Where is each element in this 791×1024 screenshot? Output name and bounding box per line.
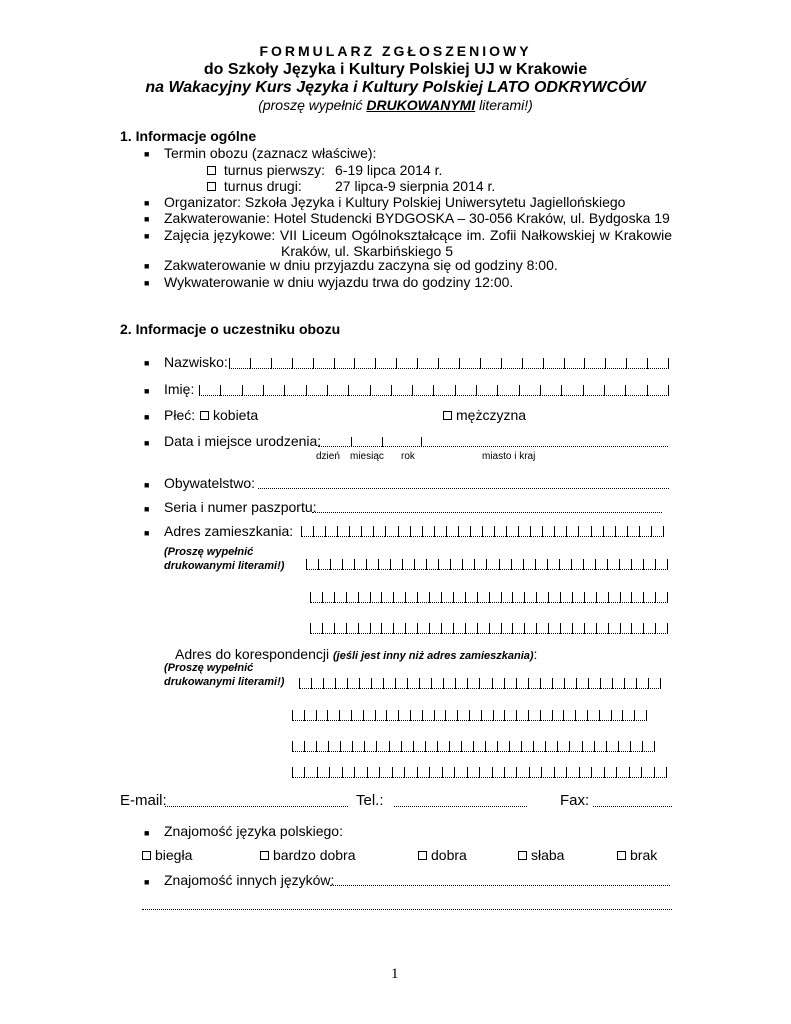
birth-input[interactable] xyxy=(318,446,668,447)
birth-separator xyxy=(421,437,422,447)
square-bullet-icon: ■ xyxy=(144,412,150,422)
corr-print-note: (Proszę wypełnić drukowanymi literami!) xyxy=(164,662,285,688)
passport-input[interactable] xyxy=(312,512,662,513)
fax-label: Fax: xyxy=(560,792,590,809)
surname-input[interactable] xyxy=(229,357,669,369)
surname-label: Nazwisko: xyxy=(164,354,228,370)
address-input-line4[interactable] xyxy=(310,622,668,634)
square-bullet-icon: ■ xyxy=(144,231,150,241)
checkbox-icon[interactable] xyxy=(260,851,269,860)
organizer-text: Organizator: Szkoła Języka i Kultury Polskiej Uniwersytetu Jagiellońskiego xyxy=(164,194,626,210)
square-bullet-icon: ■ xyxy=(144,214,150,224)
citizenship-label: Obywatelstwo: xyxy=(164,475,256,491)
birth-separator xyxy=(351,437,352,447)
square-bullet-icon: ■ xyxy=(144,504,150,514)
print-instruction: (proszę wypełnić DRUKOWANYMI literami!) xyxy=(258,97,533,113)
square-bullet-icon: ■ xyxy=(144,278,150,288)
checkbox-icon[interactable] xyxy=(207,182,216,191)
birth-separator xyxy=(382,437,383,447)
name-input[interactable] xyxy=(199,384,669,396)
checkbox-icon[interactable] xyxy=(200,411,209,420)
square-bullet-icon: ■ xyxy=(144,261,150,271)
citizenship-input[interactable] xyxy=(258,488,669,489)
tel-label: Tel.: xyxy=(356,792,384,809)
sex-label: Płeć: xyxy=(164,407,196,423)
email-input[interactable] xyxy=(165,806,348,807)
square-bullet-icon: ■ xyxy=(144,438,150,448)
checkbox-icon[interactable] xyxy=(418,851,427,860)
address-print-note: (Proszę wypełnić drukowanymi literami!) xyxy=(164,546,285,572)
square-bullet-icon: ■ xyxy=(144,149,150,159)
address-label: Adres zamieszkania: xyxy=(164,523,294,539)
sex-male-option[interactable]: mężczyzna xyxy=(443,407,526,423)
turn2-option[interactable]: turnus drugi: xyxy=(207,178,302,194)
square-bullet-icon: ■ xyxy=(144,480,150,490)
checkbox-icon[interactable] xyxy=(443,411,452,420)
birth-month-caption: miesiąc xyxy=(350,451,384,462)
square-bullet-icon: ■ xyxy=(144,877,150,887)
page-number: 1 xyxy=(391,966,399,982)
birth-day-caption: dzień xyxy=(316,451,340,462)
other-lang-label: Znajomość innych języków: xyxy=(164,872,335,888)
name-label: Imię: xyxy=(164,381,195,397)
other-lang-input-line2[interactable] xyxy=(142,909,672,910)
other-lang-input[interactable] xyxy=(330,885,670,886)
square-bullet-icon: ■ xyxy=(144,358,150,368)
term-label: Termin obozu (zaznacz właściwe): xyxy=(164,145,377,161)
corr-input-line4[interactable] xyxy=(292,766,667,778)
checkbox-icon[interactable] xyxy=(617,851,626,860)
section1-heading: 1. Informacje ogólne xyxy=(120,128,257,144)
sex-female-option[interactable]: kobieta xyxy=(200,407,258,423)
accommodation-text: Zakwaterowanie: Hotel Studencki BYDGOSKA – 30-056 Kraków, ul. Bydgoska 19 xyxy=(164,210,670,226)
form-title: FORMULARZ ZGŁOSZENIOWY xyxy=(259,43,532,59)
square-bullet-icon: ■ xyxy=(144,828,150,838)
address-input-line1[interactable] xyxy=(301,525,664,537)
classes-text-line2: Kraków, ul. Skarbińskiego 5 xyxy=(281,243,453,259)
passport-label: Seria i numer paszportu: xyxy=(164,499,317,515)
level-fluent-option[interactable]: biegła xyxy=(142,847,192,863)
section2-heading: 2. Informacje o uczestniku obozu xyxy=(120,321,341,337)
turn2-dates: 27 lipca-9 sierpnia 2014 r. xyxy=(335,178,496,194)
level-none-option[interactable]: brak xyxy=(617,847,657,863)
checkbox-icon[interactable] xyxy=(207,166,216,175)
polish-label: Znajomość języka polskiego: xyxy=(164,823,343,839)
corr-address-label: Adres do korespondencji (jeśli jest inny niż adres zamieszkania): xyxy=(175,646,538,662)
address-input-line3[interactable] xyxy=(310,591,668,603)
school-subtitle: do Szkoły Języka i Kultury Polskiej UJ w Krakowie xyxy=(203,61,588,78)
checkbox-icon[interactable] xyxy=(518,851,527,860)
birth-year-caption: rok xyxy=(401,451,415,462)
birth-place-caption: miasto i kraj xyxy=(482,451,536,462)
email-label: E-mail: xyxy=(120,792,167,809)
checkbox-icon[interactable] xyxy=(142,851,151,860)
fax-input[interactable] xyxy=(593,806,672,807)
corr-input-line2[interactable] xyxy=(292,709,647,721)
course-subtitle: na Wakacyjny Kurs Języka i Kultury Polskiej LATO ODKRYWCÓW xyxy=(145,79,646,96)
turn1-dates: 6-19 lipca 2014 r. xyxy=(335,162,443,178)
square-bullet-icon: ■ xyxy=(144,198,150,208)
level-good-option[interactable]: dobra xyxy=(418,847,467,863)
square-bullet-icon: ■ xyxy=(144,528,150,538)
birth-label: Data i miejsce urodzenia: xyxy=(164,433,322,449)
level-weak-option[interactable]: słaba xyxy=(518,847,564,863)
corr-input-line1[interactable] xyxy=(299,677,661,689)
checkout-text: Wykwaterowanie w dniu wyjazdu trwa do godziny 12:00. xyxy=(164,274,514,290)
address-input-line2[interactable] xyxy=(306,558,668,570)
classes-text-line1: Zajęcia językowe: VII Liceum Ogólnokształcące im. Zofii Nałkowskiej w Krakowie xyxy=(164,227,672,243)
square-bullet-icon: ■ xyxy=(144,386,150,396)
turn1-option[interactable]: turnus pierwszy: xyxy=(207,162,325,178)
level-very-good-option[interactable]: bardzo dobra xyxy=(260,847,356,863)
corr-input-line3[interactable] xyxy=(292,740,655,752)
tel-input[interactable] xyxy=(394,806,527,807)
checkin-text: Zakwaterowanie w dniu przyjazdu zaczyna się od godziny 8:00. xyxy=(164,257,558,273)
